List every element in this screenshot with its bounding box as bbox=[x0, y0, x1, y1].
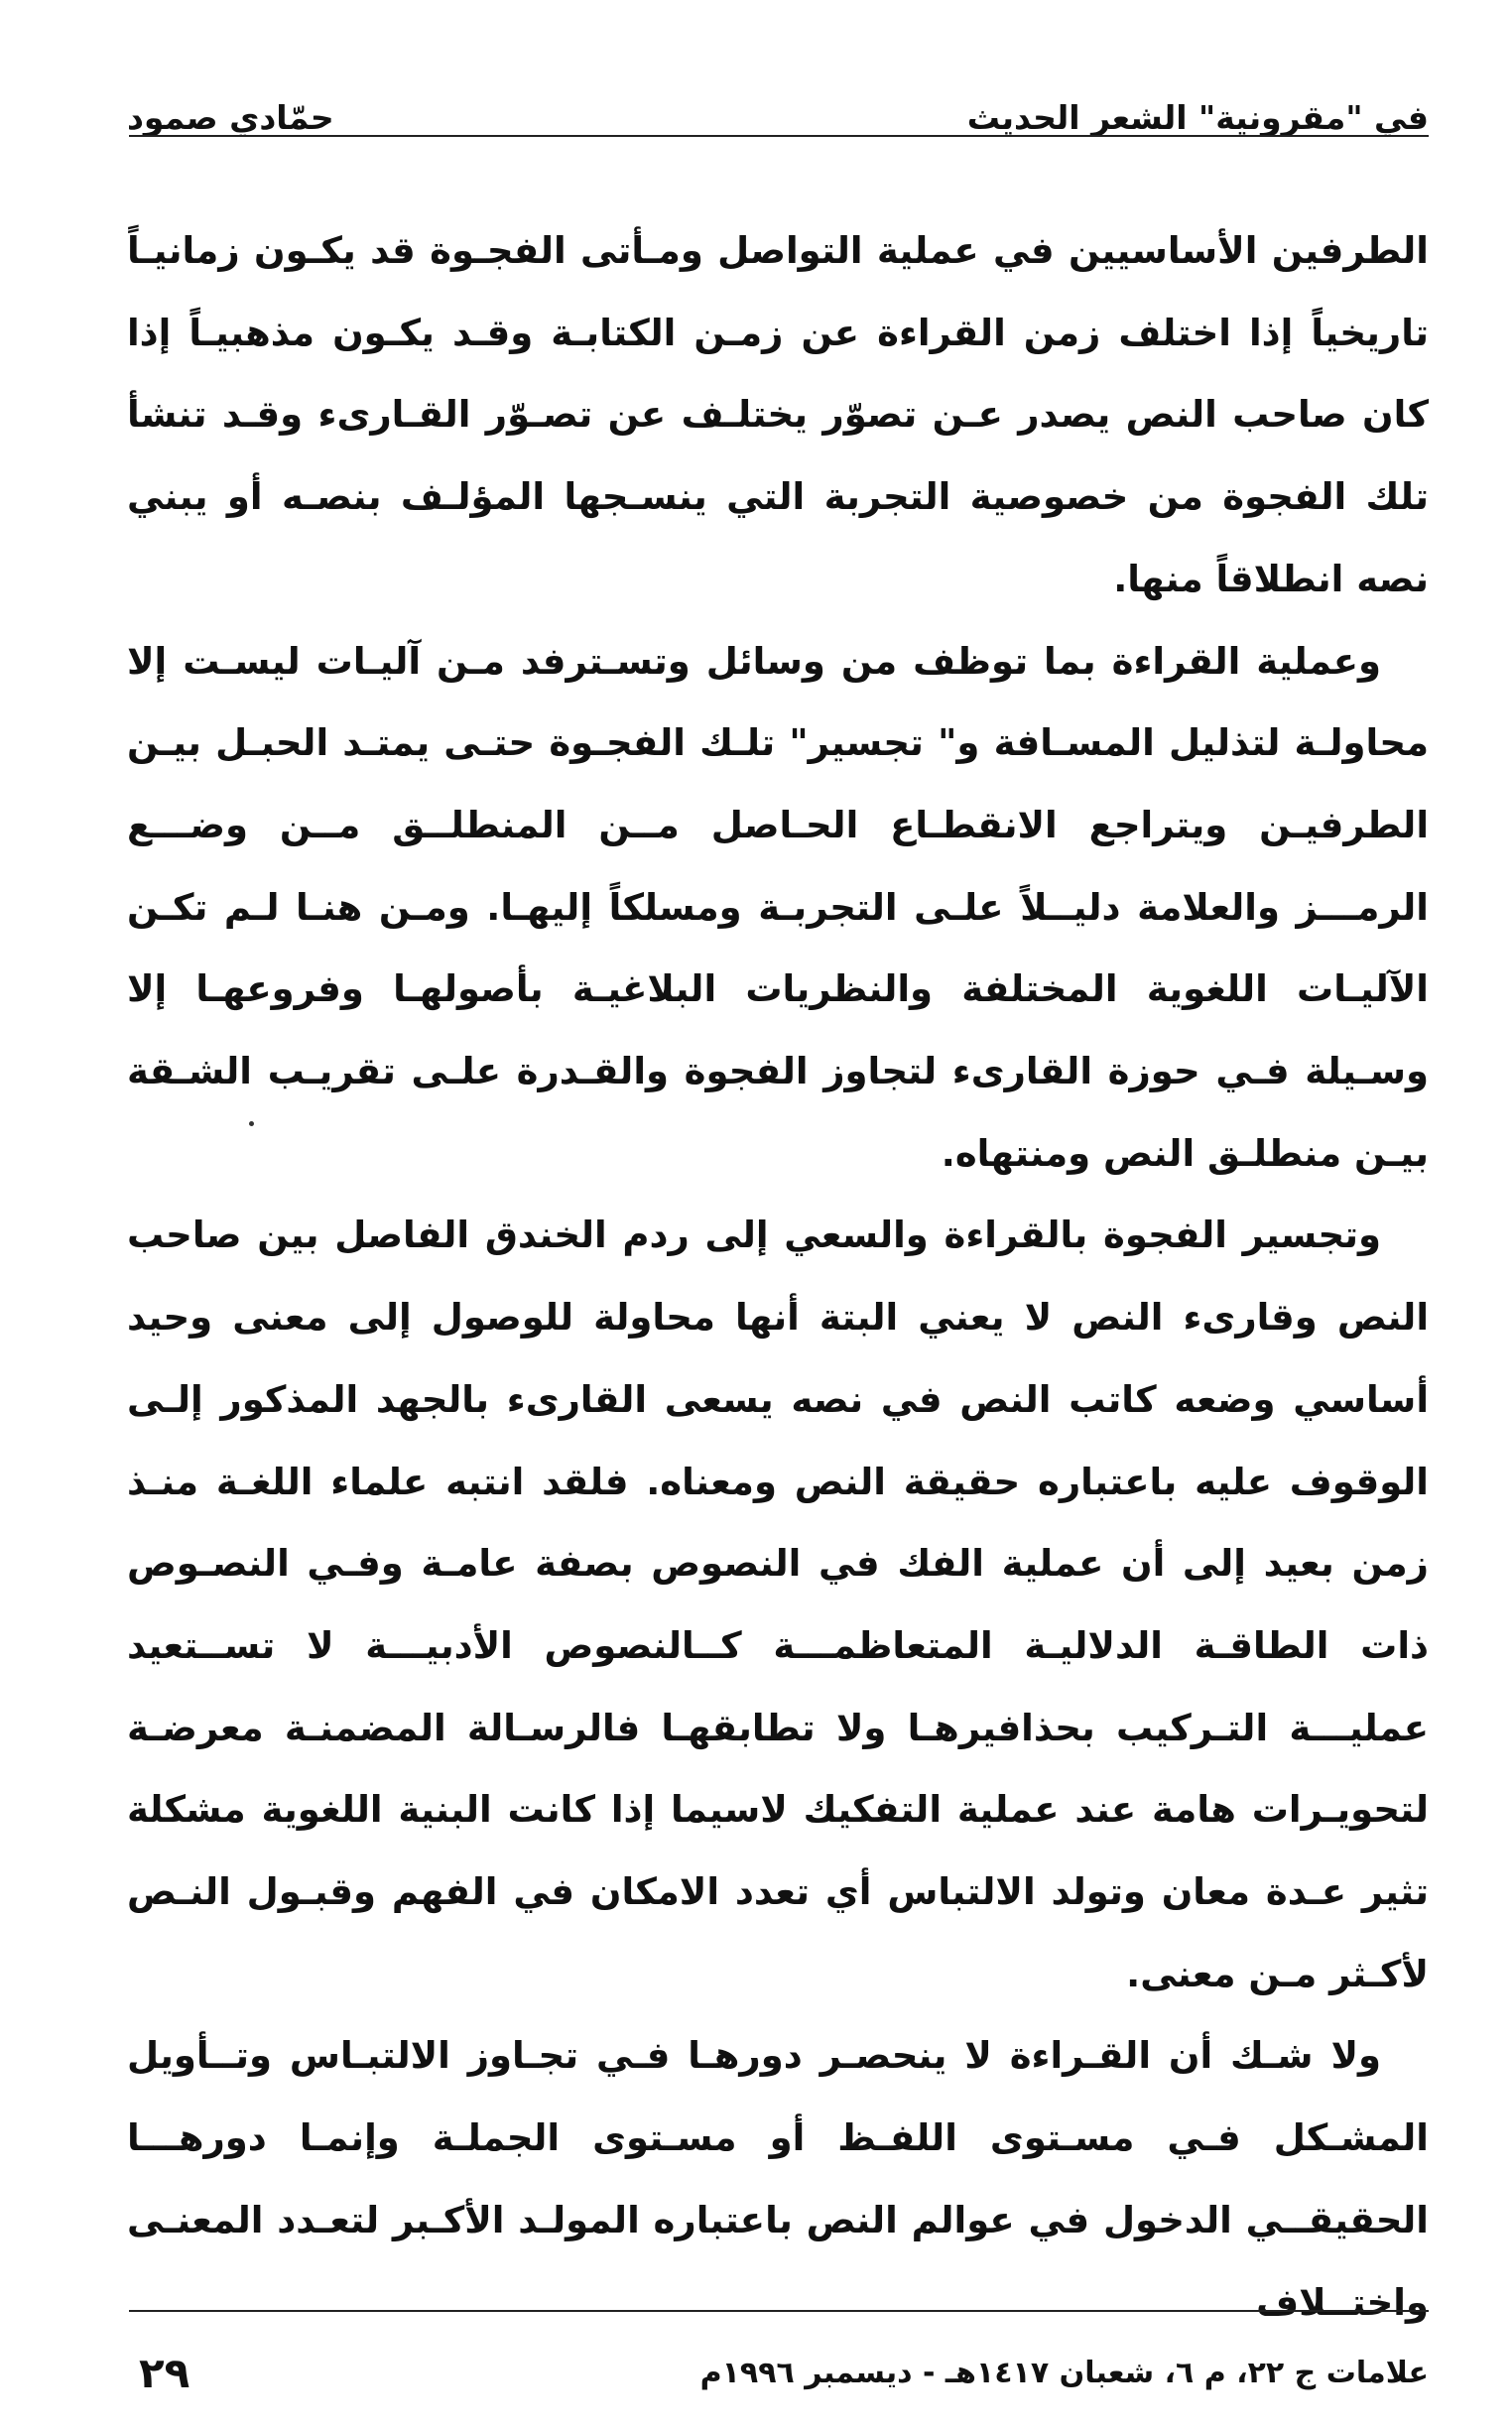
scan-speck bbox=[249, 1121, 254, 1126]
journal-article-title: في "مقرونية" الشعر الحديث bbox=[966, 98, 1429, 137]
article-body bbox=[127, 210, 1429, 2344]
running-header bbox=[127, 58, 1429, 137]
author-name: حمّادي صمود bbox=[127, 98, 334, 137]
paragraph-4: ولا شـك أن القـراءة لا ينحصـر دورهـا فـي تجـاوز الالتبـاس وتــأويل المشـكل فـي مسـتوى اللفـظ أو مسـتوى الجملـة وإنمـا دورهـــا الحقيقــي الدخول في عوالم النص باعتباره المولـد الأكـبر لتعـدد المعنـى واختــلاف bbox=[127, 2034, 1429, 2324]
paragraph-1: الطرفين الأساسيين في عملية التواصل ومـأتى الفجـوة قد يكـون زمانيـاً تاريخياً إذا اختلف زمن القراءة عن زمـن الكتابـة وقـد يكـون مذهبيـاً إذا كان صاحب النص يصدر عـن تصوّر يختلـف عن تصـوّر القـارىء وقـد تنشأ تلك الفجوة من خصوصية التجربة التي ينسـجها المؤلـف بنصـه أو يبني نصه انطلاقاً منها. bbox=[127, 229, 1429, 600]
page-number: ٢٩ bbox=[139, 2348, 190, 2397]
paragraph-3: وتجسير الفجوة بالقراءة والسعي إلى ردم الخندق الفاصل بين صاحب النص وقارىء النص لا يعني البتة أنها محاولة للوصول إلى معنى وحيد أساسي وضعه كاتب النص في نصه يسعى القارىء بالجهد المذكور إلـى الوقوف عليه باعتباره حقيقة النص ومعناه. فلقد انتبه علماء اللغـة منـذ زمن بعيد إلى أن عملية الفك في النصوص بصفة عامـة وفـي النصـوص ذات الطاقـة الدلاليـة المتعاظمـــة كــالنصوص الأدبيـــة لا تســتعيد عمليـــة التـركيب بحذافيرهـا ولا تطابقهـا فالرسـالة المضمنـة معرضـة لتحويـرات هامة عند عملية التفكيك لاسيما إذا كانت البنية اللغوية مشكلة تثير عـدة معان وتولد الالتباس أي تعدد الامكان في الفهم وقبـول النـص لأكـثر مـن معنى. bbox=[127, 1214, 1429, 1995]
page-footer bbox=[127, 2338, 1429, 2407]
header-divider bbox=[129, 135, 1429, 137]
paragraph-2: وعملية القراءة بما توظف من وسائل وتسـترفد مـن آليـات ليسـت إلا محاولـة لتذليل المسـافة و" تجسير" تلـك الفجـوة حتـى يمتـد الحبـل بيـن الطرفيـن ويتراجع الانقطـاع الحـاصل مــن المنطلــق مــن وضـــع الرمـــز والعلامة دليــلاً علـى التجربـة ومسلكاً إليهـا. ومـن هنـا لـم تكـن الآليـات اللغوية المختلفة والنظريات البلاغيـة بأصولهـا وفروعهـا إلا وسـيلة فـي حوزة القارىء لتجاوز الفجوة والقـدرة علـى تقريـب الشـقة بيـن منطلـق النص ومنتهاه. bbox=[127, 639, 1429, 1175]
footer-divider bbox=[129, 2310, 1429, 2312]
issue-info: علامات ج ٢٢، م ٦، شعبان ١٤١٧هـ - ديسمبر ١٩٩٦م bbox=[699, 2355, 1429, 2390]
